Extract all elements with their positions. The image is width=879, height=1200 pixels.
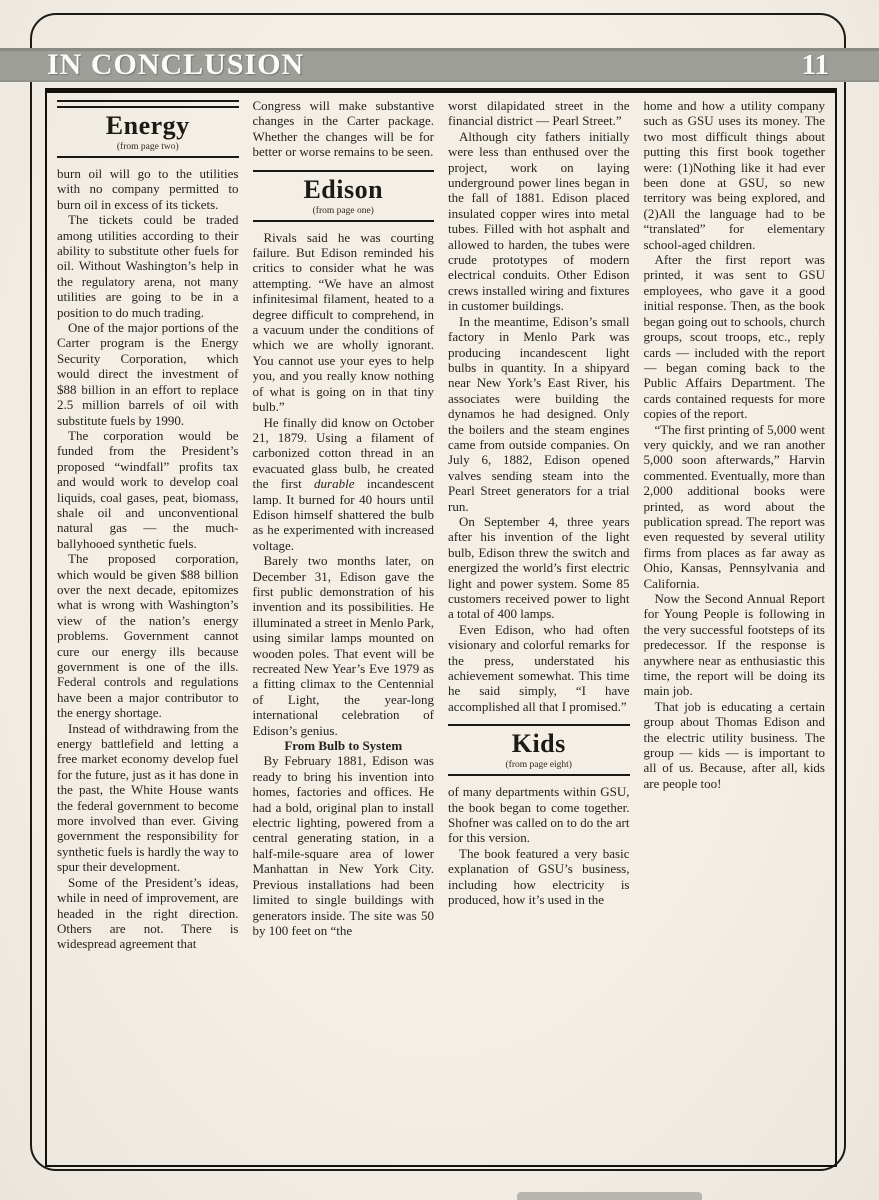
paragraph: worst dilapidated street in the financial district — Pearl Street.” [448, 98, 630, 129]
paragraph: home and how a utility company such as GSU uses its money. The two most difficult things about putting this first book together were: (1)Nothing like it had ever been done at GSU, so new territory was being explored, and (2)All the language had to be “translated” for elementary school-aged children. [643, 98, 825, 252]
paragraph: of many departments within GSU, the book began to come together. Shofner was called on to do the art for this version. [448, 784, 630, 846]
paragraph: By February 1881, Edison was ready to bring his invention into homes, factories and offices. He had a bold, original plan to install electric lighting, powered from a central generating station, in a half-mile-square area of lower Manhattan in New York City. Previous installations had been limited to single buildings with generators inside. The site was 50 by 100 feet on “the [252, 753, 434, 938]
column-4 [644, 98, 826, 1165]
page-number: 11 [801, 48, 829, 81]
paragraph: burn oil will go to the utilities with no company permitted to burn oil in excess of its tickets. [57, 166, 239, 212]
section-banner [0, 48, 879, 82]
paragraph: Although city fathers initially were less than enthused over the project, work on laying underground power lines began in the fall of 1881. Edison placed insulated copper wires into metal tubes. Filled with hot asphalt and allowed to harden, the tubes were crude prototypes of modern electrical conduits. Other Edison crews installed wiring and fixtures in customer buildings. [448, 128, 630, 314]
energy-title: Energy [105, 111, 190, 140]
column-3 [448, 98, 630, 1165]
paragraph: “The first printing of 5,000 went very quickly, and we ran another 5,000 soon afterwards,” Harvin commented. Eventually, more than 2,000 additional books were printed, as word about the publication spread. The report was even requested by several utility firms from places as far away as Ohio, Kansas, Pennsylvania and California. [643, 421, 825, 591]
single-rule [253, 220, 435, 222]
paragraph: On September 4, three years after his invention of the light bulb, Edison threw the switch and energized the world’s first electric light and power system. Some 85 customers received power to light a total of 400 lamps. [448, 513, 630, 622]
single-rule [448, 724, 630, 726]
kids-title: Kids [511, 729, 566, 759]
paragraph: Instead of withdrawing from the energy battlefield and letting a free market economy develop fuel for the future, just as it has done in the past, the White House wants the federal government to become more involved than ever. Giving government the responsibility for synthetic fuels is hardly the way to spur their development. [57, 720, 239, 875]
column-2 [253, 98, 435, 1165]
paragraph: Congress will make substantive changes in the Carter package. Whether the changes will be for better or worse remains to be seen. [252, 98, 434, 160]
paragraph: Even Edison, who had often visionary and colorful remarks for the press, understated his achievement somewhat. This time he said simply, “I have accomplished all that I promised.” [448, 621, 630, 714]
section-title: IN CONCLUSION [47, 48, 305, 81]
kids-article-header [448, 724, 630, 776]
italic-word: durable [314, 476, 355, 492]
paragraph: The corporation would be funded from the President’s proposed “windfall” profits tax and would work to develop coal liquids, coal gases, peat, biomass, shale oil and unconventional natural gas — the much-ballyhooed synthetic fuels. [57, 427, 239, 551]
paragraph: In the meantime, Edison’s small factory in Menlo Park was producing incandescent light bulbs in quantity. In a shipyard near New York’s East River, his associates were building the dynamos he had designed. Only the boilers and the steam engines came from outside companies. On July 6, 1882, Edison opened valves sending steam into the Pearl Street generators for a trial run. [448, 313, 630, 514]
paragraph: The tickets could be traded among utilities according to their ability to substitute other fuels for oil. Without Washington’s help in the regulatory arena, not many utilities are going to be in a position to do much trading. [57, 212, 239, 320]
edison-article-header [253, 170, 435, 222]
edison-title: Edison [303, 174, 384, 204]
edison-subheading: From Bulb to System [284, 738, 403, 754]
paragraph: Barely two months later, on December 31, Edison gave the first public demonstration of his invention and its possibilities. He illuminated a street in Menlo Park, using similar lamps mounted on wooden poles. That event will be recreated New Year’s Eve 1979 as a fitting climax to the Centennial of Light, the year-long international celebration of Edison’s genius. [252, 553, 434, 738]
paragraph: Some of the President’s ideas, while in need of improvement, are headed in the right direction. Others are not. There is widespread agreement that [57, 874, 239, 952]
paragraph: The book featured a very basic explanation of GSU’s business, including how electricity is produced, how it’s used in the [448, 845, 630, 908]
edison-from-note: (from page one) [312, 205, 374, 216]
paragraph-text: incandescent lamp. It burned for 40 hours until Edison himself shattered the bulb as he experimented with increased voltage. [252, 476, 434, 553]
single-rule [253, 170, 435, 172]
single-rule [57, 156, 239, 158]
paragraph-text: He finally did know on October 21, 1879. Using a filament of carbonized cotton thread in an evacuated glass bulb, he created the first [252, 414, 434, 492]
article-content-box [45, 88, 837, 1167]
energy-from-note: (from page two) [116, 142, 179, 152]
kids-from-note: (from page eight) [505, 760, 572, 771]
paragraph: Now the Second Annual Report for Young People is following in the very successful footsteps of its predecessor. If the response is anywhere near as enthusiastic this time, the report will be doing its main job. [643, 591, 825, 699]
paragraph: One of the major portions of the Carter program is the Energy Security Corporation, which would direct the investment of $88 billion in an effort to replace 2.5 million barrels of oil with substitute fuels by 1990. [57, 320, 239, 428]
column-1 [57, 98, 239, 1165]
paragraph: Rivals said he was courting failure. But Edison reminded his critics to consider what he was attempting. “We have an almost infinitesimal filament, heated to a degree difficult to comprehend, in a vacuum under the conditions of which we are wholly ignorant. You cannot use your eyes to help you, and you really know nothing of what is going on in that tiny bulb.” [252, 229, 434, 415]
single-rule [448, 774, 630, 776]
paragraph [253, 415, 435, 554]
paragraph: After the first report was printed, it was sent to GSU employees, who gave it a good initial response. Then, as the book began going out to schools, church groups, scout troops, etc., reply cards — included with the report — began coming back to the Public Affairs Department. The cards contained requests for more copies of the report. [643, 252, 825, 422]
scan-artifact [517, 1192, 702, 1200]
double-rule [57, 100, 239, 108]
paragraph: The proposed corporation, which would be given $88 billion over the next decade, epitomizes what is wrong with Washington’s view of the nation’s energy problems. Government cannot cure our energy ills because government is one of the ills. Federal controls and regulations have been a major contributor to the energy shortage. [57, 551, 239, 721]
paragraph: That job is educating a certain group about Thomas Edison and the electric utility business. The group — kids — is important to all of us. Because, after all, kids are people too! [643, 698, 825, 791]
energy-article-header [57, 100, 239, 158]
